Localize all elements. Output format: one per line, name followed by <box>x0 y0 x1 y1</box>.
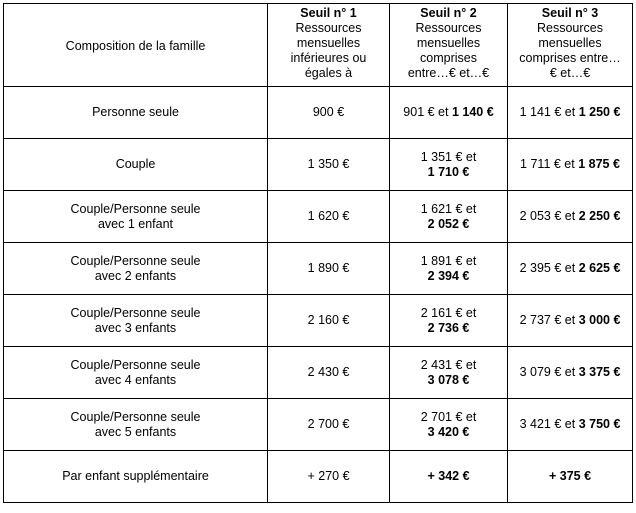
seuil-3-cell <box>508 347 633 399</box>
seuil-2-low: 2 431 € et <box>420 357 477 372</box>
composition-line: avec 3 enfants <box>94 320 177 335</box>
seuil-3-cell <box>508 451 633 503</box>
composition-line: avec 5 enfants <box>94 424 177 439</box>
seuil-3-line: € et…€ <box>549 66 591 80</box>
seuil-1-cell: 1 890 € <box>268 243 390 295</box>
seuil-1-cell: 2 700 € <box>268 399 390 451</box>
seuil-3-cell <box>508 87 633 139</box>
seuil-2-low: 1 351 € et <box>420 149 477 164</box>
composition-line: Couple/Personne seule <box>70 357 201 372</box>
seuil-2-high: 2 394 € <box>427 268 470 283</box>
seuil-3-cell <box>508 295 633 347</box>
seuil-2-low: 2 161 € et <box>420 305 477 320</box>
seuil-2-extra: + 342 € <box>427 469 470 483</box>
seuil-2-low: 2 701 € et <box>420 409 477 424</box>
seuil-2-title: Seuil n° 2 <box>420 6 477 20</box>
composition-line: avec 4 enfants <box>94 372 177 387</box>
seuil-3-low: 1 711 € et <box>520 157 575 171</box>
seuil-2-high: 2 052 € <box>427 216 470 231</box>
seuil-2-line: entre…€ et…€ <box>407 66 490 80</box>
seuil-3-cell <box>508 243 633 295</box>
seuil-3-cell <box>508 399 633 451</box>
seuil-2-line: comprises <box>420 51 477 65</box>
composition-cell <box>4 191 268 243</box>
table-row <box>4 243 633 295</box>
seuil-2-high: 3 420 € <box>427 424 470 439</box>
table-row <box>4 139 633 191</box>
seuil-1-cell: 900 € <box>268 87 390 139</box>
composition-line: avec 1 enfant <box>97 216 174 231</box>
seuil-2-low: 1 621 € et <box>420 201 477 216</box>
table-row <box>4 399 633 451</box>
seuil-2-high: 1 140 € <box>451 105 494 119</box>
seuil-3-cell <box>508 139 633 191</box>
seuil-3-low: 1 141 € et <box>519 105 576 119</box>
seuil-1-cell: 1 350 € <box>268 139 390 191</box>
seuil-2-line: mensuelles <box>416 36 481 50</box>
seuil-2-cell <box>390 191 508 243</box>
seuil-3-low: 3 421 € et <box>519 417 576 431</box>
composition-line: Personne seule <box>92 105 179 119</box>
seuil-1-cell: + 270 € <box>268 451 390 503</box>
seuil-1-title: Seuil n° 1 <box>300 6 357 20</box>
seuil-3-low: 3 079 € et <box>519 365 576 379</box>
seuil-3-low: 2 737 € et <box>519 313 576 327</box>
seuil-2-cell <box>390 399 508 451</box>
extra-child-row <box>4 451 633 503</box>
seuil-3-high: 2 625 € <box>578 261 621 275</box>
seuil-2-low: 901 € et <box>403 105 449 119</box>
composition-line: Couple/Personne seule <box>70 305 201 320</box>
seuil-1-cell: 1 620 € <box>268 191 390 243</box>
seuil-3-extra: + 375 € <box>548 469 592 483</box>
seuil-1-cell: 2 160 € <box>268 295 390 347</box>
seuil-3-line: comprises entre… <box>519 51 621 65</box>
seuil-3-cell <box>508 191 633 243</box>
seuil-3-high: 1 250 € <box>578 105 621 119</box>
composition-cell <box>4 399 268 451</box>
seuil-3-title: Seuil n° 3 <box>541 6 599 20</box>
seuil-3-line: Ressources <box>537 21 603 35</box>
seuil-1-line: inférieures ou <box>290 51 367 65</box>
composition-cell <box>4 139 268 191</box>
header-seuil-2 <box>390 4 508 87</box>
table-row <box>4 87 633 139</box>
composition-cell <box>4 243 268 295</box>
composition-cell: Par enfant supplémentaire <box>4 451 268 503</box>
income-threshold-table <box>3 3 633 503</box>
composition-line: Couple/Personne seule <box>70 201 201 216</box>
seuil-3-line: mensuelles <box>538 36 602 50</box>
seuil-3-high: 3 000 € <box>578 313 621 327</box>
composition-line: avec 2 enfants <box>94 268 177 283</box>
table-row <box>4 347 633 399</box>
header-seuil-3 <box>508 4 633 87</box>
composition-line: Couple/Personne seule <box>70 409 201 424</box>
seuil-2-line: Ressources <box>415 21 482 35</box>
composition-cell <box>4 295 268 347</box>
header-composition: Composition de la famille <box>4 4 268 87</box>
composition-cell <box>4 87 268 139</box>
seuil-2-high: 3 078 € <box>427 372 470 387</box>
table-row <box>4 295 633 347</box>
seuil-2-cell <box>390 295 508 347</box>
seuil-1-cell: 2 430 € <box>268 347 390 399</box>
seuil-1-line: égales à <box>304 66 353 80</box>
composition-line: Couple/Personne seule <box>70 253 201 268</box>
seuil-3-high: 3 375 € <box>578 365 621 379</box>
seuil-1-line: mensuelles <box>296 36 361 50</box>
seuil-2-cell <box>390 139 508 191</box>
seuil-2-cell <box>390 87 508 139</box>
seuil-2-cell <box>390 347 508 399</box>
seuil-2-cell <box>390 451 508 503</box>
header-row <box>4 4 633 87</box>
composition-cell <box>4 347 268 399</box>
seuil-3-high: 3 750 € <box>578 417 621 431</box>
seuil-3-low: 2 053 € et <box>519 209 576 223</box>
seuil-3-high: 1 875 € <box>578 157 620 171</box>
seuil-2-low: 1 891 € et <box>420 253 477 268</box>
composition-line: Couple <box>115 157 156 171</box>
seuil-3-high: 2 250 € <box>578 209 621 223</box>
header-seuil-1 <box>268 4 390 87</box>
seuil-2-high: 1 710 € <box>427 164 470 179</box>
seuil-1-line: Ressources <box>295 21 362 35</box>
seuil-3-low: 2 395 € et <box>519 261 576 275</box>
table-row <box>4 191 633 243</box>
seuil-2-high: 2 736 € <box>427 320 470 335</box>
seuil-2-cell <box>390 243 508 295</box>
